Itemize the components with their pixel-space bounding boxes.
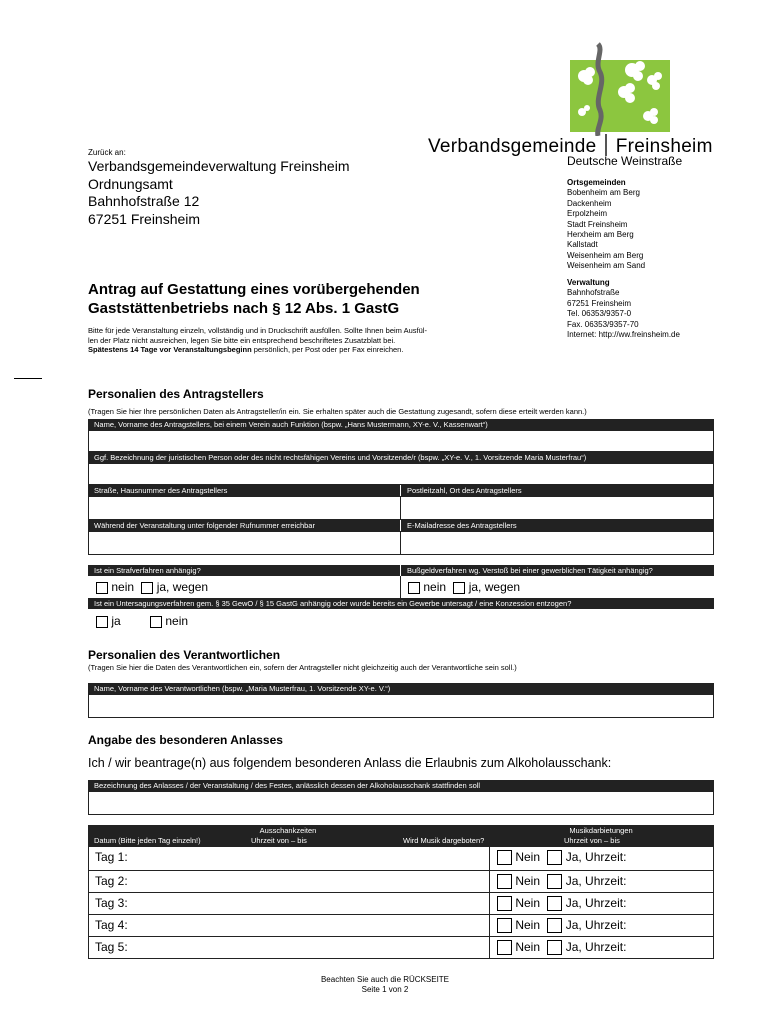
musik-nein-checkbox[interactable] <box>497 874 512 889</box>
untersagung-nein-label: nein <box>165 614 189 628</box>
schedule-row <box>88 871 714 893</box>
datum-header: Datum (Bitte jeden Tag einzeln!) <box>94 836 201 845</box>
intro-text <box>88 326 427 355</box>
day-label: Tag 1: <box>95 850 128 864</box>
ortsgemeinde-item: Stadt Freinsheim <box>567 219 628 229</box>
anlass-statement: Ich / wir beantrage(n) aus folgendem besonderen Anlass die Erlaubnis zum Alkoholausschank: <box>88 756 612 770</box>
musik-ja-checkbox[interactable] <box>547 896 562 911</box>
musik-ja-checkbox[interactable] <box>547 850 562 865</box>
page-title <box>88 280 420 318</box>
straf-ja-checkbox[interactable] <box>141 582 153 594</box>
anlass-field[interactable] <box>88 791 714 815</box>
bussgeld-nein-checkbox[interactable] <box>408 582 420 594</box>
ortsgemeinde-item: Weisenheim am Sand <box>567 261 646 271</box>
phone-field[interactable] <box>88 531 401 555</box>
verantwortlicher-field[interactable] <box>88 694 714 718</box>
verwaltung-list <box>567 278 680 340</box>
intro-deadline: Spätestens 14 Tage vor Veranstaltungsbeginn <box>88 345 252 355</box>
section-verantwortlicher-note: (Tragen Sie hier die Daten des Verantwortlichen ein, sofern der Antragsteller nicht gleichzeitig auch der Verantwortliche sein soll.) <box>88 663 517 672</box>
verwaltung-item: Fax. 06353/9357-70 <box>567 319 639 329</box>
verwaltung-item: Tel. 06353/9357-0 <box>567 309 632 319</box>
intro-line: Bitte für jede Veranstaltung einzeln, vollständig und in Druckschrift ausfüllen. Sollte Ihnen beim Ausfül- <box>88 326 427 335</box>
musik-nein-checkbox[interactable] <box>497 940 512 955</box>
intro-line: len der Platz nicht ausreichen, legen Sie bitte ein entsprechend beschriftetes Zusatzblatt bei. <box>88 335 396 345</box>
email-field[interactable] <box>400 531 714 555</box>
section-antragsteller-note <box>88 401 587 419</box>
musik-nein-checkbox[interactable] <box>497 918 512 933</box>
day-label: Tag 5: <box>95 940 128 954</box>
name-field[interactable] <box>88 430 714 452</box>
logo-name-part2: Freinsheim <box>615 136 713 157</box>
section-verantwortlicher-title: Personalien des Verantwortlichen <box>88 648 281 662</box>
logo-subtitle: Deutsche Weinstraße <box>567 154 683 168</box>
musik-ja-label: Ja, Uhrzeit: <box>565 896 627 910</box>
note-text: (Tragen Sie hier Ihre persönlichen Daten als Antragsteller/in ein. Sie erhalten später auch die Gestattung zugesandt, sofern diese erteilt werden kann.) <box>88 407 587 416</box>
section-anlass-title: Angabe des besonderen Anlasses <box>88 733 283 747</box>
footer-note: Beachten Sie auch die RÜCKSEITE <box>320 975 450 984</box>
musik-ja-label: Ja, Uhrzeit: <box>565 874 627 888</box>
musik-nein-label: Nein <box>515 874 541 888</box>
musik-header: Musikdarbietungen <box>569 826 633 835</box>
musik-nein-label: Nein <box>515 918 541 932</box>
straf-nein-label: nein <box>111 580 135 594</box>
ortsgemeinde-item: Weisenheim am Berg <box>567 250 644 260</box>
bussgeld-nein-label: nein <box>423 580 447 594</box>
title-line: Gaststättenbetriebs nach § 12 Abs. 1 GastG <box>88 300 400 317</box>
untersagung-ja-checkbox[interactable] <box>96 616 108 628</box>
untersagung-nein-checkbox[interactable] <box>150 616 162 628</box>
ausschank-header: Ausschankzeiten <box>259 826 317 835</box>
musik-nein-label: Nein <box>515 896 541 910</box>
footer <box>0 975 770 995</box>
street-field[interactable] <box>88 496 401 520</box>
address-line: Bahnhofstraße 12 <box>88 193 200 209</box>
intro-line-rest: persönlich, per Post oder per Fax einreichen. <box>251 345 404 355</box>
bussgeld-ja-checkbox[interactable] <box>453 582 465 594</box>
address-line: Ordnungsamt <box>88 175 173 192</box>
ortsgemeinde-item: Erpolzheim <box>567 209 608 219</box>
name-label: Name, Vorname des Antragstellers, bei einem Verein auch Funktion (bspw. „Hans Mustermann, XY-e. V., Kassenwart“) <box>88 419 714 430</box>
musik-question: Wird Musik dargeboten? <box>403 836 485 845</box>
phone-label: Während der Veranstaltung unter folgender Rufnummer erreichbar <box>88 520 400 531</box>
intro-line <box>88 345 427 355</box>
ortsgemeinden-list <box>567 178 645 272</box>
strafverfahren-options <box>96 580 208 594</box>
jur-person-field[interactable] <box>88 463 714 485</box>
musik-ja-label: Ja, Uhrzeit: <box>565 918 627 932</box>
musik-ja-checkbox[interactable] <box>547 940 562 955</box>
schedule-row <box>88 893 714 915</box>
day-label: Tag 4: <box>95 918 128 932</box>
street-label: Straße, Hausnummer des Antragstellers <box>88 485 400 496</box>
address-line: 67251 Freinsheim <box>88 210 201 227</box>
uhrzeit-header: Uhrzeit von – bis <box>251 836 307 845</box>
ortsgemeinde-item: Kallstadt <box>567 240 598 250</box>
strafverfahren-label: Ist ein Strafverfahren anhängig? <box>88 565 400 576</box>
address-line: Verbandsgemeindeverwaltung Freinsheim <box>88 158 350 174</box>
schedule-header <box>88 825 714 846</box>
day-label: Tag 2: <box>95 874 128 888</box>
musik-ja-label: Ja, Uhrzeit: <box>565 850 627 864</box>
musik-nein-label: Nein <box>515 940 541 954</box>
verantwortlicher-label: Name, Vorname des Verantwortlichen (bspw. „Maria Musterfrau, 1. Vorsitzende XY-e. V.“) <box>88 683 714 694</box>
section-antragsteller-title: Personalien des Antragstellers <box>88 387 264 401</box>
ortsgemeinde-item: Herxheim am Berg <box>567 230 634 240</box>
verwaltung-item: Bahnhofstraße <box>567 288 620 298</box>
musik-ja-label: Ja, Uhrzeit: <box>565 940 627 954</box>
plz-label: Postleitzahl, Ort des Antragstellers <box>401 485 714 496</box>
straf-ja-label: ja, wegen <box>156 580 209 594</box>
musik-ja-checkbox[interactable] <box>547 874 562 889</box>
untersagung-ja-label: ja <box>111 614 121 628</box>
anlass-label: Bezeichnung des Anlasses / der Veranstaltung / des Festes, anlässlich dessen der Alkoholausschank stattfinden soll <box>88 780 714 791</box>
divider <box>400 576 401 598</box>
plz-field[interactable] <box>400 496 714 520</box>
untersagung-options <box>96 614 188 628</box>
musik-ja-checkbox[interactable] <box>547 918 562 933</box>
logo-name-part1: Verbandsgemeinde <box>428 136 597 157</box>
ortsgemeinde-item: Bobenheim am Berg <box>567 188 640 198</box>
logo-graphic <box>560 40 680 136</box>
day-label: Tag 3: <box>95 896 128 910</box>
fold-mark <box>14 378 42 379</box>
return-address <box>88 158 349 228</box>
musik-nein-checkbox[interactable] <box>497 850 512 865</box>
musik-nein-checkbox[interactable] <box>497 896 512 911</box>
ortsgemeinde-item: Dackenheim <box>567 198 612 208</box>
jur-person-label: Ggf. Bezeichnung der juristischen Person oder des nicht rechtsfähigen Vereins und Vorsitzende/r (bspw. „XY-e. V., 1. Vorsitzende Maria Musterfrau“) <box>88 452 714 463</box>
title-line: Antrag auf Gestattung eines vorübergehenden <box>88 281 420 298</box>
return-to-label: Zurück an: <box>88 148 126 157</box>
bussgeld-options <box>408 580 520 594</box>
verwaltung-item: Internet: http://ww.freinsheim.de <box>567 330 680 340</box>
bussgeld-ja-label: ja, wegen <box>468 580 521 594</box>
schedule-row <box>88 915 714 937</box>
email-label: E-Mailadresse des Antragstellers <box>401 520 714 531</box>
verwaltung-title: Verwaltung <box>567 278 610 287</box>
page-number: Seite 1 von 2 <box>361 985 409 994</box>
musik-nein-label: Nein <box>515 850 541 864</box>
schedule-row <box>88 937 714 959</box>
straf-nein-checkbox[interactable] <box>96 582 108 594</box>
verwaltung-item: 67251 Freinsheim <box>567 298 632 308</box>
ortsgemeinden-title: Ortsgemeinden <box>567 178 626 187</box>
bussgeld-label: Bußgeldverfahren wg. Verstoß bei einer gewerblichen Tätigkeit anhängig? <box>401 565 714 576</box>
schedule-row <box>88 846 714 871</box>
musik-uhrzeit-header: Uhrzeit von – bis <box>564 836 620 845</box>
untersagung-label: Ist ein Untersagungsverfahren gem. § 35 GewO / § 15 GastG anhängig oder wurde bereits ein Gewerbe untersagt / eine Konzession entzogen? <box>88 598 714 609</box>
